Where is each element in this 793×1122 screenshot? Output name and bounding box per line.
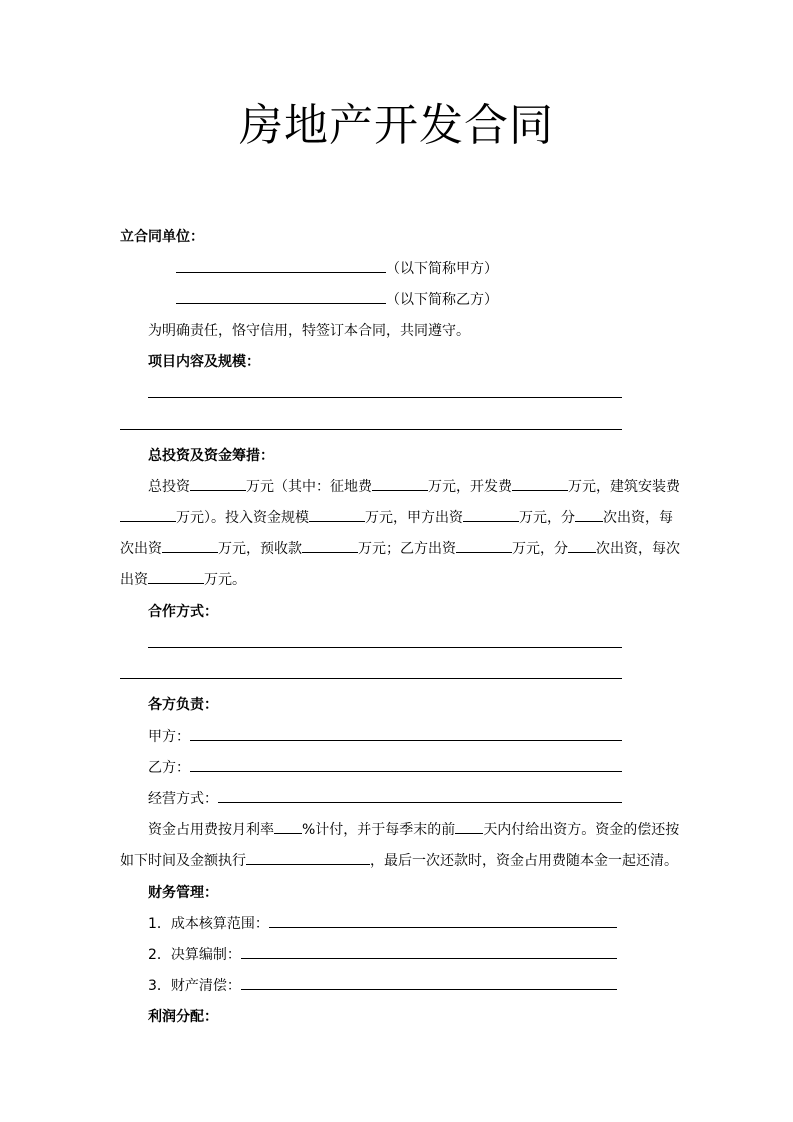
finance-item-3: 3．财产清偿：: [148, 976, 617, 996]
responsibility-heading: 各方负责：: [148, 697, 218, 713]
party-a-duty-line: 甲方：: [148, 727, 622, 747]
investment-line-4: 出资 万元。: [120, 572, 246, 588]
party-a-line: [176, 259, 498, 279]
party-a-suffix: （以下简称甲方）: [386, 261, 498, 277]
project-heading: 项目内容及规模：: [148, 354, 260, 370]
intro-text: 为明确责任，恪守信用，特签订本合同，共同遵守。: [148, 323, 470, 339]
project-blank-line-1: [148, 384, 622, 404]
party-b-duty-line: 乙方：: [148, 758, 622, 778]
finance-item-2: 2．决算编制：: [148, 945, 617, 965]
cooperation-blank-line-1: [148, 634, 622, 654]
profit-heading: 利润分配：: [148, 1009, 218, 1025]
finance-item-1: 1．成本核算范围：: [148, 914, 617, 934]
project-blank-line-2: [120, 416, 622, 436]
cooperation-blank-line-2: [120, 665, 622, 685]
party-b-blank: [176, 291, 386, 304]
party-b-suffix: （以下简称乙方）: [386, 292, 498, 308]
management-line: 经营方式：: [148, 789, 622, 809]
cooperation-heading: 合作方式：: [148, 604, 218, 620]
fee-line-2: 如下时间及金额执行 ，最后一次还款时，资金占用费随本金一起还清。: [120, 853, 678, 869]
fee-line-1: 资金占用费按月利率 %计付，并于每季末的前 天内付给出资方。资金的偿还按: [148, 822, 680, 838]
investment-line-2: 万元）。投入资金规模 万元，甲方出资 万元，分 次出资，每: [120, 508, 673, 528]
party-a-blank: [176, 260, 386, 273]
parties-heading: 立合同单位：: [120, 229, 204, 245]
document-title: 房地产开发合同: [239, 100, 554, 151]
party-b-line: [176, 290, 498, 310]
finance-heading: 财务管理：: [148, 885, 218, 901]
investment-line-1: 总投资 万元（其中：征地费 万元，开发费 万元，建筑安装费: [148, 479, 680, 495]
investment-line-3: 次出资 万元，预收款 万元；乙方出资 万元，分 次出资，每次: [120, 541, 680, 557]
investment-heading: 总投资及资金筹措：: [148, 448, 274, 464]
